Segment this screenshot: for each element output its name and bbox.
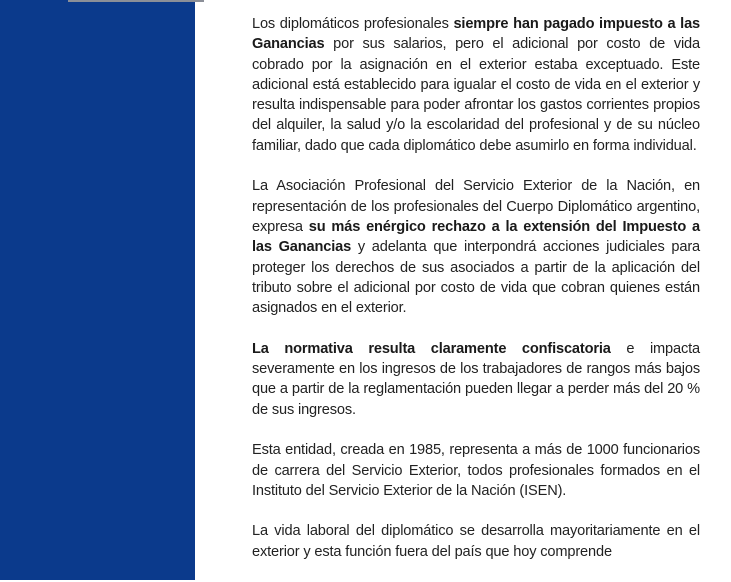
paragraph-5: [252, 521, 700, 562]
text-run: y adelanta que interpondrá acciones judiciales para proteger los derechos de sus asociados a partir de la aplicación del tributo sobre el adicional por costo de vida que cobran quienes están asignados en el exterior.: [252, 239, 700, 317]
bold-text-run: La normativa resulta claramente confiscatoria: [252, 340, 611, 357]
paragraph-3: [252, 339, 700, 420]
article-body: [252, 14, 700, 582]
text-run: Esta entidad, creada en 1985, representa a más de 1000 funcionarios de carrera del Servicio Exterior, todos profesionales formados en el Instituto del Servicio Exterior de la Nación (ISEN).: [252, 442, 700, 499]
sidebar-panel: [0, 0, 195, 580]
bold-text-run: su más enérgico rechazo a la extensión del Impuesto a las Ganancias: [252, 218, 700, 256]
header-rule: [68, 0, 204, 2]
text-run: La vida laboral del diplomático se desarrolla mayoritariamente en el exterior y esta función fuera del país que hoy comprende: [252, 523, 700, 560]
text-run: La Asociación Profesional del Servicio Exterior de la Nación, en representación de los profesionales del Cuerpo Diplomático argentino, expresa: [252, 178, 700, 235]
paragraph-1: [252, 14, 700, 156]
paragraph-2: [252, 176, 700, 318]
text-run: e impacta severamente en los ingresos de los trabajadores de rangos más bajos que a partir de la reglamentación pueden llegar a perder más del 20 % de sus ingresos.: [252, 340, 700, 418]
bold-text-run: siempre han pagado impuesto a las Ganancias: [252, 16, 700, 53]
text-run: por sus salarios, pero el adicional por costo de vida cobrado por la asignación en el exterior estaba exceptuado. Este adicional está establecido para igualar el costo de vida en el exterior y resulta indispensable para poder afrontar los gastos corrientes propios del alquiler, la salud y/o la escolaridad del profesional y de su núcleo familiar, dado que cada diplomático debe asumirlo en forma individual.: [252, 36, 700, 154]
paragraph-4: [252, 440, 700, 501]
text-run: Los diplomáticos profesionales: [252, 16, 454, 32]
